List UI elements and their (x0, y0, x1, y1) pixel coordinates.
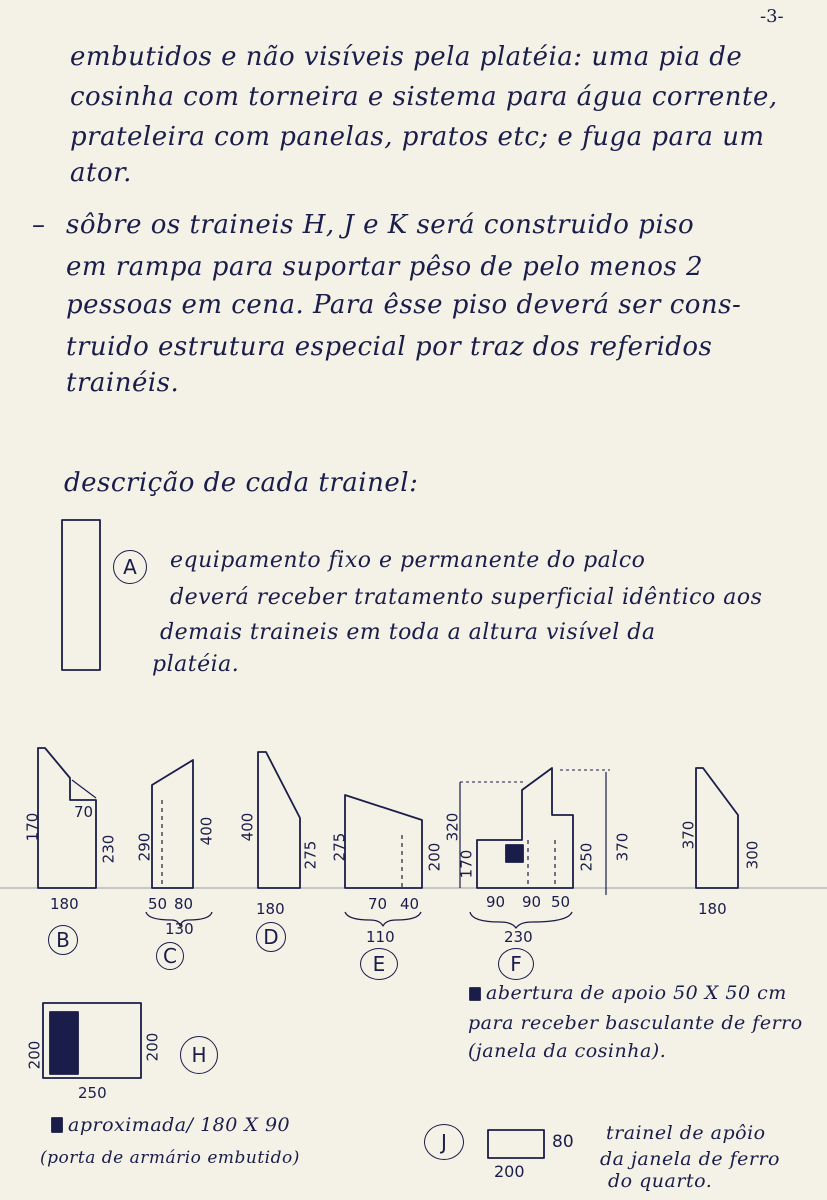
panel-d-shape (258, 752, 300, 888)
panel-d-dim: 275 (301, 840, 320, 870)
section-heading: descrição de cada trainel: (64, 468, 419, 498)
panel-f-dim: 90 (486, 893, 506, 911)
panel-c-label: C (156, 942, 184, 970)
legend-marker (470, 988, 480, 1000)
panel-a-note: platéia. (152, 652, 240, 677)
text-line: prateleira com panelas, pratos etc; e fuga para um (70, 122, 765, 152)
panel-e-dim: 110 (366, 928, 395, 946)
panel-h-label: H (180, 1036, 218, 1074)
panel-j-dim: 200 (494, 1162, 525, 1181)
panel-c-shape (152, 760, 193, 888)
panel-f-note: (janela da cosinha). (468, 1040, 667, 1062)
text-line: em rampa para suportar pêso de pelo menos 2 (66, 252, 704, 282)
panel-h-note: (porta de armário embutido) (40, 1148, 300, 1168)
panel-f-dim: 370 (613, 832, 632, 862)
panel-b-dim: 230 (99, 834, 118, 864)
panel-c-dim: 130 (165, 920, 194, 938)
text-line: ator. (70, 158, 132, 188)
panel-b-dim: 180 (50, 895, 79, 913)
panel-a-note: demais traineis em toda a altura visível da (160, 620, 656, 645)
panel-f-window (506, 845, 523, 862)
panel-e-dim: 40 (400, 895, 420, 913)
text-line: truido estrutura especial por traz dos referidos (66, 332, 713, 362)
legend-marker (52, 1118, 62, 1132)
panel-g-dim: 370 (679, 820, 698, 850)
panel-g-shape (696, 768, 738, 888)
panel-h-dim: 200 (25, 1040, 44, 1070)
panel-j-dim: 80 (552, 1132, 574, 1152)
panel-f-note: abertura de apoio 50 X 50 cm (486, 982, 787, 1004)
panel-e-dim: 275 (330, 832, 349, 862)
panel-c-dim: 50 (148, 895, 168, 913)
panel-a-label: A (113, 550, 147, 584)
panel-f-note: para receber basculante de ferro (468, 1012, 803, 1034)
panel-j-note: do quarto. (608, 1170, 713, 1192)
panel-e-shape (345, 795, 422, 888)
text-line: embutidos e não visíveis pela platéia: uma pia de (70, 42, 743, 72)
panel-f-dim: 50 (551, 893, 571, 911)
text-line: pessoas em cena. Para êsse piso deverá ser cons- (66, 290, 742, 320)
panel-e-label: E (360, 948, 398, 980)
panel-a-note: equipamento fixo e permanente do palco (170, 548, 646, 573)
panel-c-dim: 400 (197, 816, 216, 846)
panel-d-dim: 400 (238, 812, 257, 842)
panel-f-dim: 320 (443, 812, 462, 842)
panel-f-label: F (498, 948, 534, 980)
panel-h-door (50, 1012, 78, 1074)
panel-f-dim: 230 (504, 928, 533, 946)
panel-c-dim: 290 (135, 832, 154, 862)
panel-c-dim: 80 (174, 895, 194, 913)
panel-d-dim: 180 (256, 900, 285, 918)
panel-f-shape (477, 768, 573, 888)
panel-e-dim: 70 (368, 895, 388, 913)
panel-f-dim: 90 (522, 893, 542, 911)
panel-b-dim: 70 (74, 803, 94, 821)
text-line: cosinha com torneira e sistema para água corrente, (70, 82, 778, 112)
panel-b-label: B (48, 925, 78, 955)
bullet-dash: – (32, 210, 46, 240)
panel-d-label: D (256, 922, 286, 952)
panel-j-note: da janela de ferro (600, 1148, 780, 1170)
text-line: trainéis. (66, 368, 180, 398)
panel-j-label: J (424, 1124, 464, 1160)
panel-g-dim: 300 (743, 840, 762, 870)
panel-e-dim: 200 (425, 842, 444, 872)
panel-a-shape (62, 520, 100, 670)
page-number: -3- (760, 6, 784, 27)
panel-a-note: deverá receber tratamento superficial idêntico aos (170, 585, 763, 610)
panel-h-dim: 200 (143, 1032, 162, 1062)
panel-h-note: aproximada/ 180 X 90 (68, 1114, 291, 1136)
panel-b-dim: 170 (23, 812, 42, 842)
panel-j-note: trainel de apôio (606, 1122, 766, 1144)
panel-h-dim: 250 (78, 1084, 107, 1102)
panel-f-dim: 250 (577, 842, 596, 872)
panel-j-shape (488, 1130, 544, 1158)
text-line: sôbre os traineis H, J e K será construido piso (66, 210, 695, 240)
panel-f-dim: 170 (457, 849, 476, 879)
panel-g-dim: 180 (698, 900, 727, 918)
